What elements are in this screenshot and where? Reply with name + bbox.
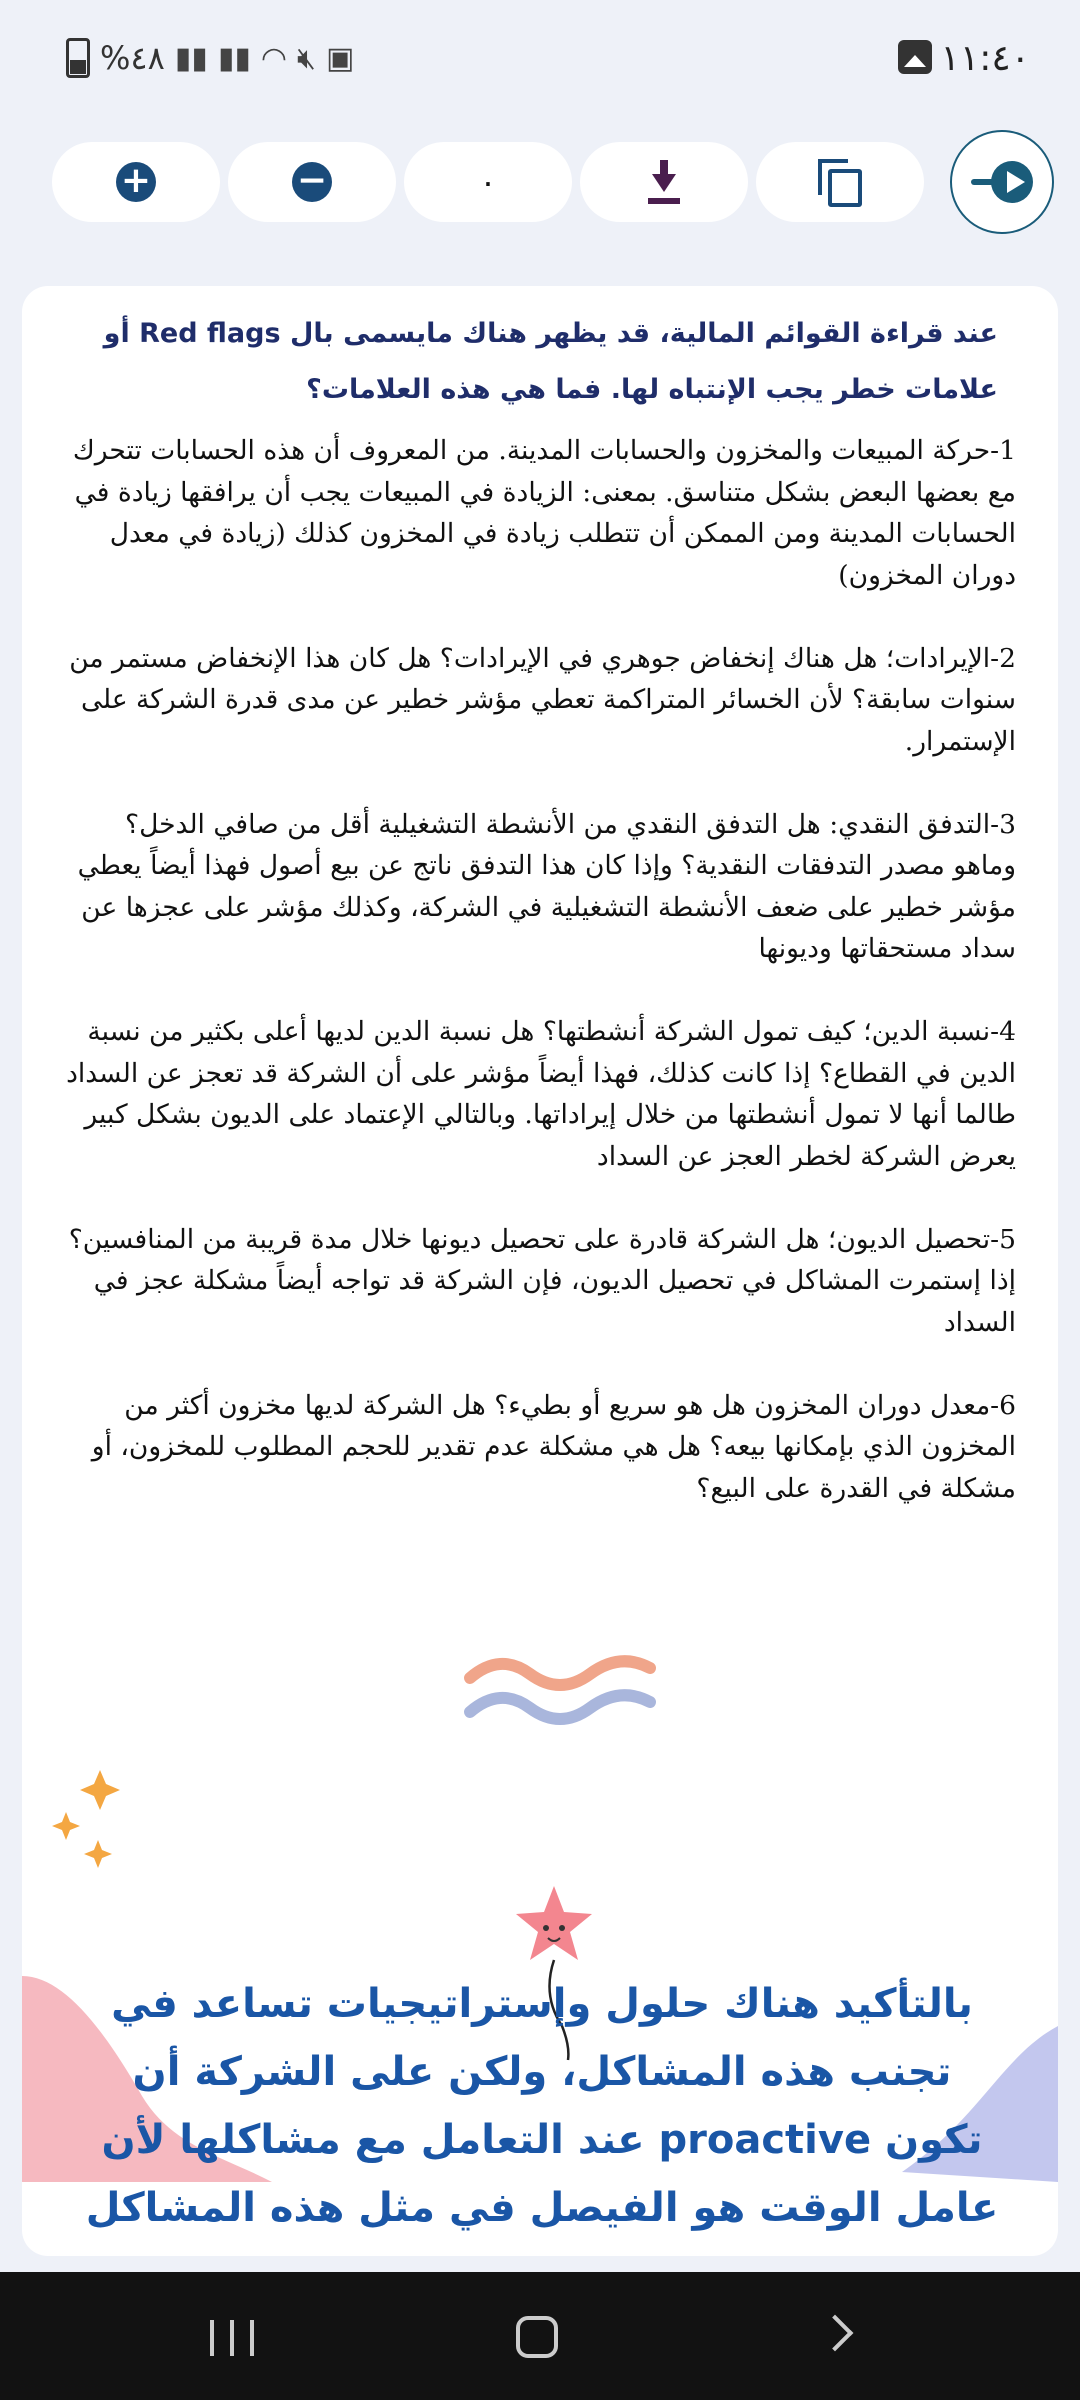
sparkle-icon-3 [84, 1840, 112, 1868]
zoom-in-button[interactable] [52, 142, 220, 222]
copy-button[interactable] [756, 142, 924, 222]
plus-circle-icon: + [116, 162, 156, 202]
lock-icon: ▣ [325, 40, 355, 76]
signal-icon-2: ▮▮ [217, 40, 251, 76]
gallery-icon [898, 40, 932, 74]
recents-icon[interactable] [210, 2320, 254, 2356]
status-time: ١١:٤٠ [940, 38, 1030, 79]
download-icon [644, 160, 684, 204]
system-nav-bar [0, 2272, 1080, 2400]
article-heading: عند قراءة القوائم المالية، قد يظهر هناك مايسمى بال Red flags أو علامات خطر يجب الإنتباه لها. فما هي هذه العلامات؟ [103, 318, 998, 405]
text-to-speech-icon [971, 159, 1033, 205]
zoom-level-label: ٠ [479, 163, 497, 201]
wave-bottom [470, 1695, 650, 1719]
mute-icon: 🔇︎ [297, 40, 316, 76]
text-to-speech-button[interactable] [950, 130, 1054, 234]
battery-icon [66, 38, 90, 78]
paragraph-4: 4-نسبة الدين؛ كيف تمول الشركة أنشطتها؟ هل نسبة الدين لديها أعلى بكثير من نسبة الدين في القطاع؟ إذا كانت كذلك، فهذا أيضاً مؤشر على أن الشركة قد تعجز عن السداد طالما أنها لا تمول أنشطتها من خلال إيراداتها. وبالتالي الإعتماد على الديون بشكل كبير يعرض الشركة لخطر العجز عن السداد [66, 1016, 1016, 1172]
paragraph-3: 3-التدفق النقدي: هل التدفق النقدي من الأنشطة التشغيلية أقل من صافي الدخل؟ وماهو مصدر التدفقات النقدية؟ وإذا كان هذا التدفق ناتج عن بيع أصول فهذا أيضاً يعطي مؤشر خطير على ضعف الأنشطة التشغيلية في الشركة، وكذلك مؤشر على عجزها عن سداد مستحقاتها وديونها [77, 808, 1016, 964]
status-bar [0, 0, 1080, 120]
signal-icon: ▮▮ [174, 40, 208, 76]
wifi-icon: ◠ [260, 40, 288, 76]
sparkle-icon-2 [52, 1812, 80, 1840]
paragraph-1: 1-حركة المبيعات والمخزون والحسابات المدينة. من المعروف أن هذه الحسابات تتحرك مع بعضها البعض بشكل متناسق. بمعنى: الزيادة في المبيعات يجب أن يرافقها زيادة في الحسابات المدينة ومن الممكن أن تتطلب زيادة في المخزون كذلك (زيادة في معدل دوران المخزون) [72, 435, 1016, 591]
battery-percent: %٤٨ [100, 39, 165, 77]
content-card [22, 286, 1058, 2256]
sparkle-icon [80, 1770, 120, 1810]
home-icon[interactable] [516, 2316, 558, 2358]
wave-top [470, 1661, 650, 1685]
zoom-out-button[interactable] [228, 142, 396, 222]
paragraph-6: 6-معدل دوران المخزون هل هو سريع أو بطيء؟ هل الشركة لديها مخزون أكثر من المخزون الذي بإمكانها بيعه؟ هل هي مشكلة عدم تقدير للحجم المطلوب للمخزون، أو مشكلة في القدرة على البيع؟ [91, 1389, 1016, 1504]
reader-toolbar [52, 142, 1052, 262]
article-body [58, 430, 1016, 1551]
paragraph-2: 2-الإيرادات؛ هل هناك إنخفاض جوهري في الإيرادات؟ هل كان هذا الإنخفاض مستمر من سنوات سابقة؟ لأن الخسائر المتراكمة تعطي مؤشر خطير عن مدى قدرة الشركة على الإستمرار. [69, 642, 1016, 757]
paragraph-5: 5-تحصيل الديون؛ هل الشركة قادرة على تحصيل ديونها خلال مدة قريبة من المنافسين؟ إذا إستمرت المشاكل في تحصيل الديون، فإن الشركة قد تواجه أيضاً مشكلة عجز في السداد [68, 1223, 1016, 1338]
zoom-level-button[interactable] [404, 142, 572, 222]
download-button[interactable] [580, 142, 748, 222]
quote-text: بالتأكيد هناك حلول وإستراتيجيات تساعد في تجنب هذه المشاكل، ولكن على الشركة أن تكون proactive عند التعامل مع مشاكلها لأن عامل الوقت هو الفيصل في مثل هذه المشاكل [85, 1981, 999, 2231]
back-icon[interactable] [817, 2315, 854, 2352]
quote-illustration [22, 1576, 1058, 2231]
copy-icon [818, 159, 862, 205]
minus-circle-icon: − [292, 162, 332, 202]
status-left-group [66, 38, 354, 78]
